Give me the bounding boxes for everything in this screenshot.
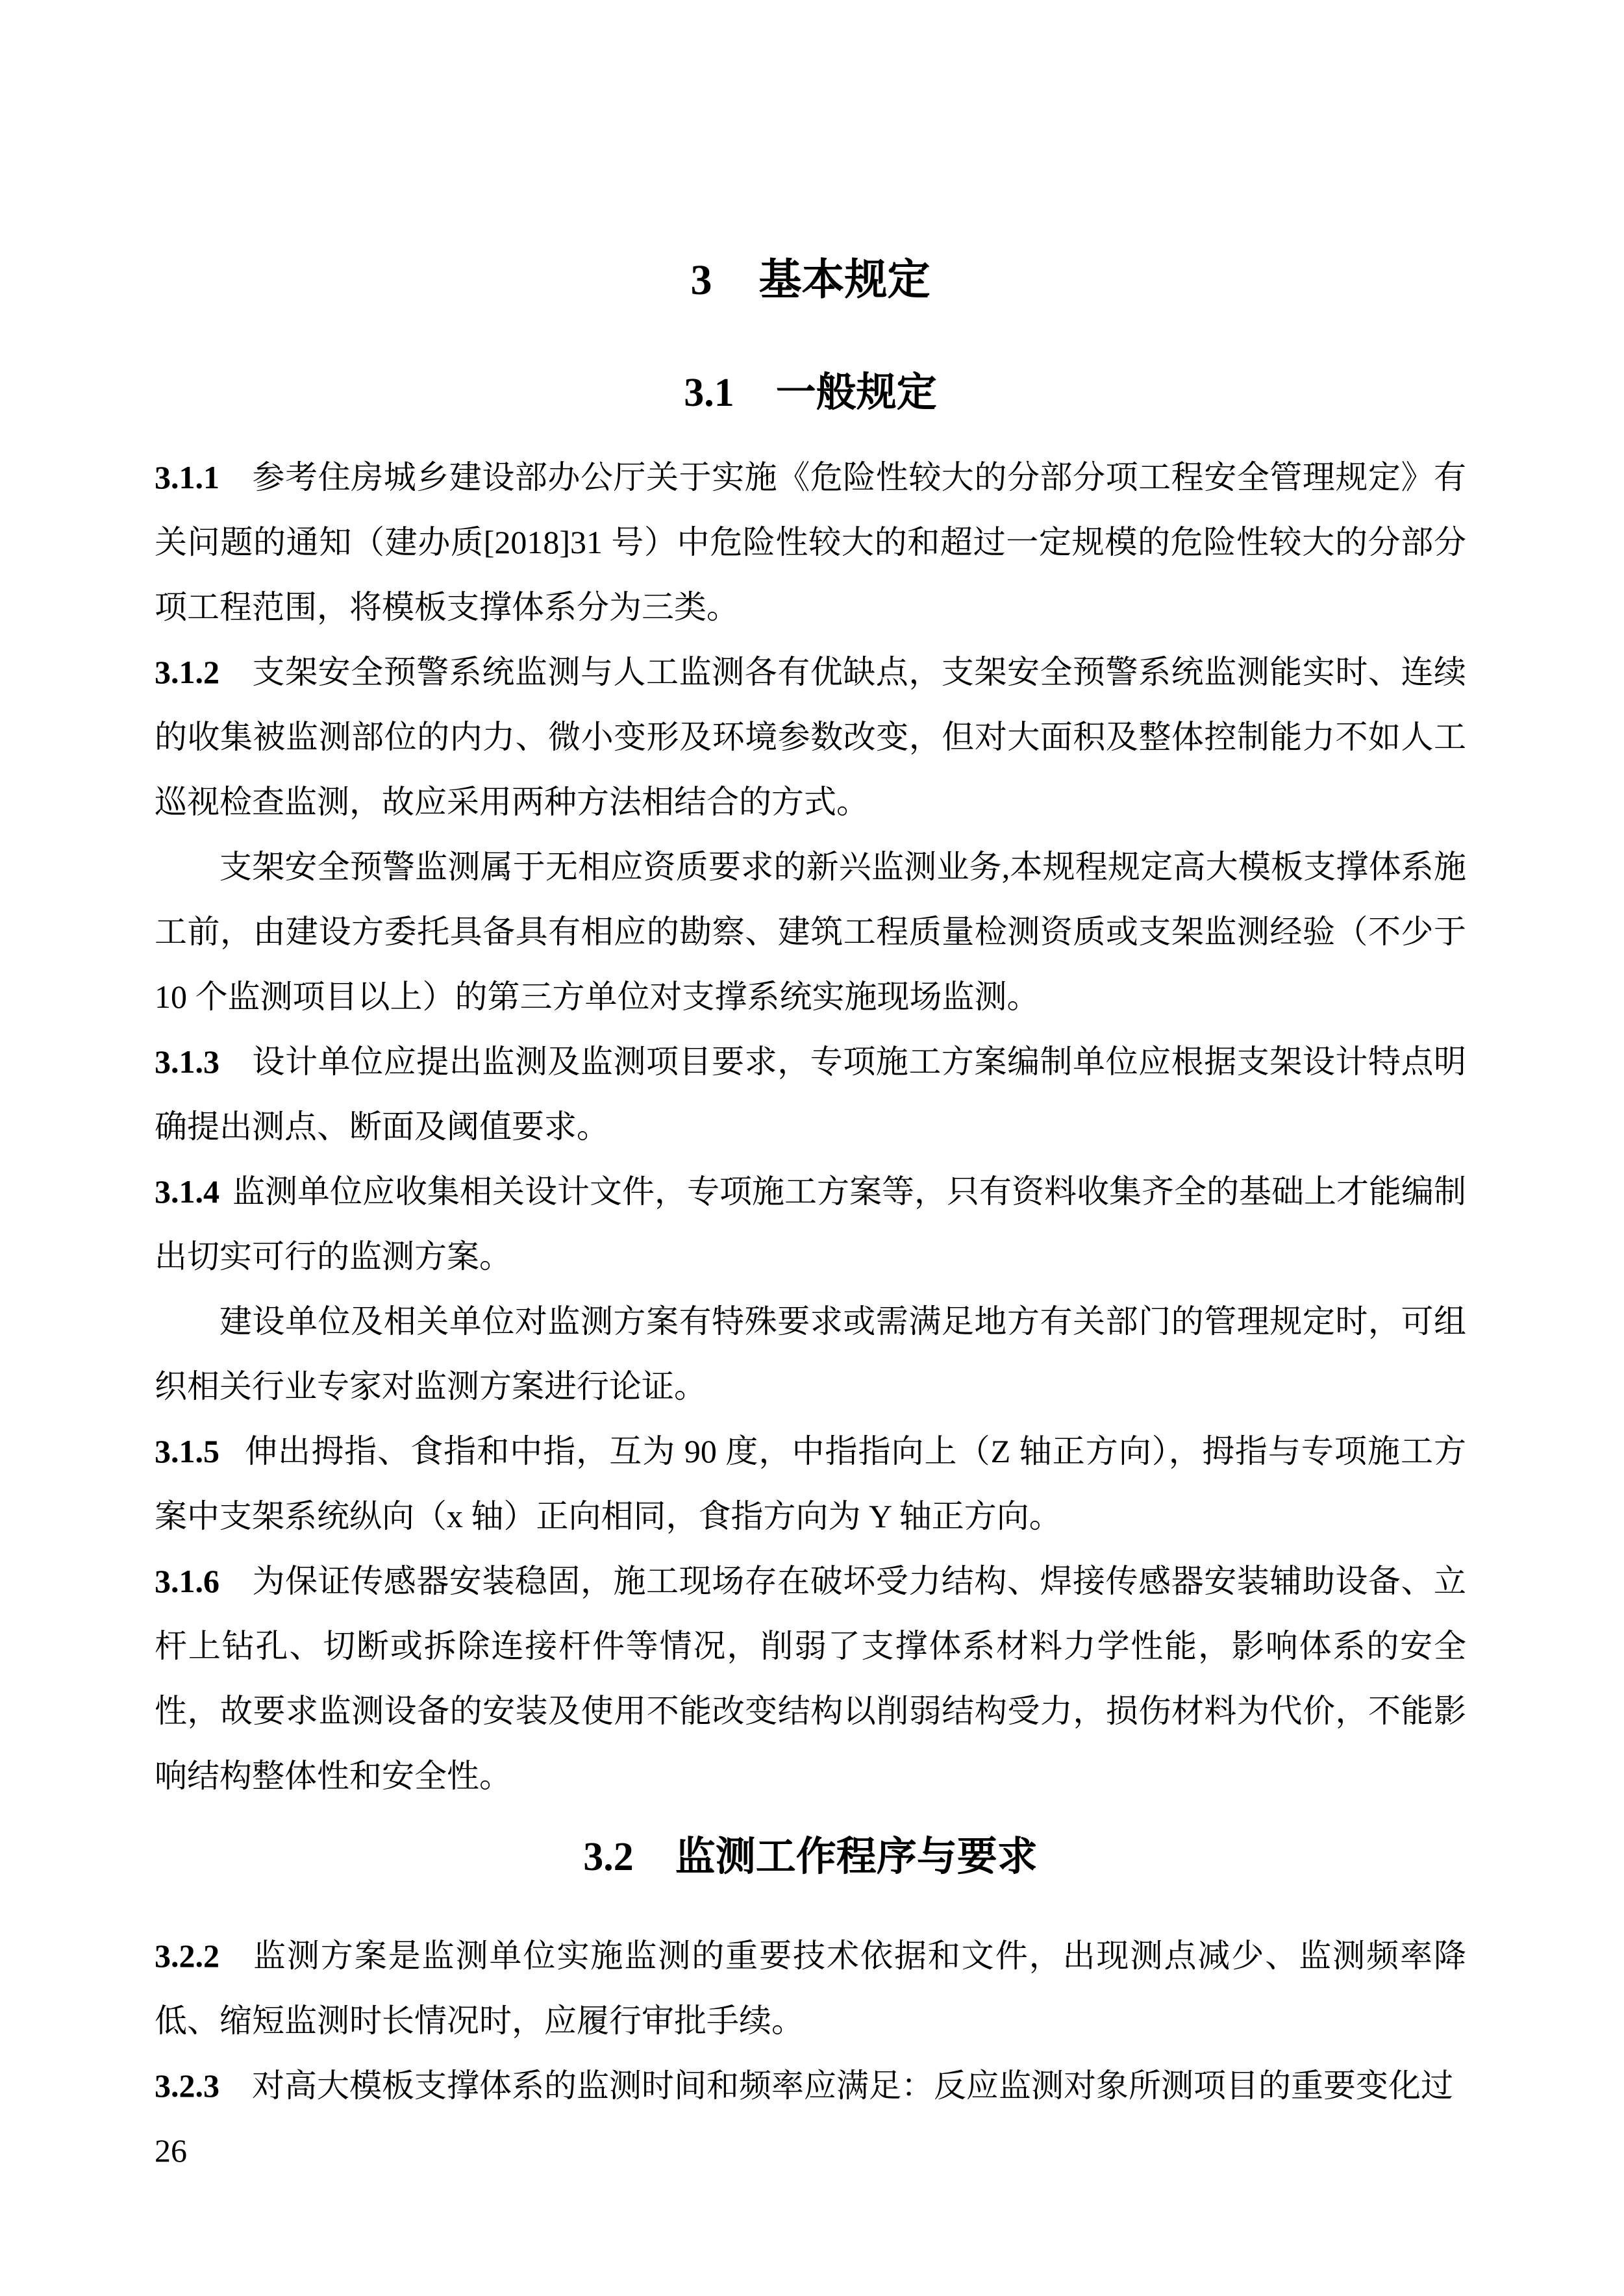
clause-3-2-2-text: 监测方案是监测单位实施监测的重要技术依据和文件，出现测点减少、监测频率降低、缩短监测时长情况时，应履行审批手续。: [155, 1938, 1466, 2039]
clause-3-2-3-text: 对高大模板支撑体系的监测时间和频率应满足：反应监测对象所测项目的重要变化过: [252, 2067, 1453, 2104]
clause-3-2-3: [155, 2053, 1466, 2118]
clause-3-1-4: [155, 1159, 1466, 1289]
chapter-number: 3: [690, 256, 712, 304]
clause-3-1-1-text: 参考住房城乡建设部办公厅关于实施《危险性较大的分部分项工程安全管理规定》有关问题的通知（建办质[2018]31 号）中危险性较大的和超过一定规模的危险性较大的分部分项工程范围，将模板支撑体系分为三类。: [155, 459, 1466, 625]
clause-3-1-5: [155, 1419, 1466, 1549]
clause-3-1-4-number: 3.1.4: [155, 1173, 219, 1210]
clause-3-1-4-supplement-text: 建设单位及相关单位对监测方案有特殊要求或需满足地方有关部门的管理规定时，可组织相关行业专家对监测方案进行论证。: [155, 1303, 1466, 1404]
clause-3-2-2: [155, 1923, 1466, 2053]
section-3-2-title: 监测工作程序与要求: [675, 1835, 1038, 1879]
clause-3-1-2-supplement-text: 支架安全预警监测属于无相应资质要求的新兴监测业务,本规程规定高大模板支撑体系施工前，由建设方委托具备具有相应的勘察、建筑工程质量检测资质或支架监测经验（不少于 10 个监测项目以上）的第三方单位对支撑系统实施现场监测。: [155, 849, 1466, 1015]
clause-3-1-5-text: 伸出拇指、食指和中指，互为 90 度，中指指向上（Z 轴正方向），拇指与专项施工方案中支架系统纵向（x 轴）正向相同，食指方向为 Y 轴正方向。: [155, 1433, 1466, 1534]
chapter-heading: [155, 257, 1466, 304]
clause-3-1-3: [155, 1029, 1466, 1159]
chapter-title: 基本规定: [758, 256, 931, 304]
page-number: 26: [155, 2132, 187, 2169]
clause-3-2-3-number: 3.2.3: [155, 2067, 219, 2104]
clause-3-1-1: [155, 445, 1466, 640]
clause-3-1-4-supplement: [155, 1289, 1466, 1419]
clause-3-1-6-number: 3.1.6: [155, 1563, 219, 1599]
clause-3-1-6-text: 为保证传感器安装稳固，施工现场存在破坏受力结构、焊接传感器安装辅助设备、立杆上钻孔、切断或拆除连接杆件等情况，削弱了支撑体系材料力学性能，影响体系的安全性，故要求监测设备的安装及使用不能改变结构以削弱结构受力，损伤材料为代价，不能影响结构整体性和安全性。: [155, 1563, 1466, 1794]
section-3-1-number: 3.1: [684, 371, 734, 415]
clause-3-2-2-number: 3.2.2: [155, 1938, 219, 1974]
section-3-2-heading: [155, 1836, 1466, 1878]
clause-3-1-2: [155, 640, 1466, 834]
clause-3-1-3-text: 设计单位应提出监测及监测项目要求，专项施工方案编制单位应根据支架设计特点明确提出测点、断面及阈值要求。: [155, 1043, 1466, 1145]
section-3-1-title: 一般规定: [775, 371, 937, 415]
clause-3-1-6: [155, 1549, 1466, 1808]
clause-3-1-4-text: 监测单位应收集相关设计文件，专项施工方案等，只有资料收集齐全的基础上才能编制出切实可行的监测方案。: [155, 1173, 1466, 1275]
clause-3-1-2-supplement: [155, 834, 1466, 1029]
clause-3-1-2-number: 3.1.2: [155, 654, 219, 690]
clause-3-1-2-text: 支架安全预警系统监测与人工监测各有优缺点，支架安全预警系统监测能实时、连续的收集被监测部位的内力、微小变形及环境参数改变，但对大面积及整体控制能力不如人工巡视检查监测，故应采用两种方法相结合的方式。: [155, 654, 1466, 820]
section-3-1-heading: [155, 371, 1466, 414]
clause-3-1-1-number: 3.1.1: [155, 459, 219, 495]
clause-3-1-3-number: 3.1.3: [155, 1043, 219, 1080]
clause-3-1-5-number: 3.1.5: [155, 1433, 219, 1469]
section-3-2-number: 3.2: [583, 1835, 634, 1879]
